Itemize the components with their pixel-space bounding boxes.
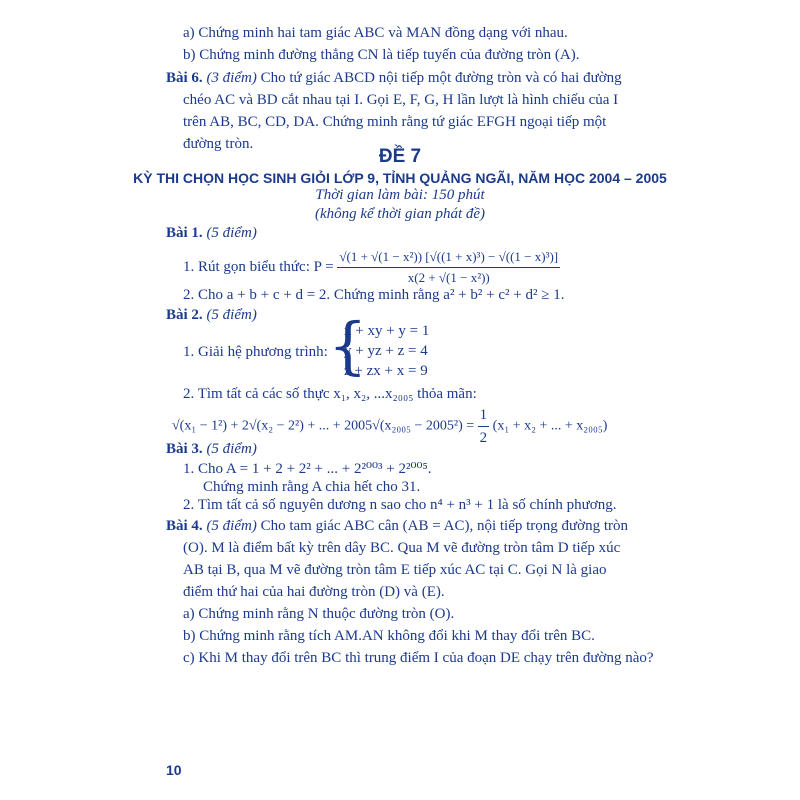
bai4-text-1: Cho tam giác ABC cân (AB = AC), nội tiếp trọng đường tròn <box>260 518 628 534</box>
bai4-part-b: b) Chứng minh rằng tích AM.AN không đổi khi M thay đổi trên BC. <box>183 628 595 644</box>
bai2-label: Bài 2. <box>166 307 203 323</box>
bai1-q2: 2. Cho a + b + c + d = 2. Chứng minh rằng a² + b² + c² + d² ≥ 1. <box>183 287 565 303</box>
prev-part-b: b) Chứng minh đường thẳng CN là tiếp tuyến của đường tròn (A). <box>183 47 580 63</box>
bai6-line3: trên AB, BC, CD, DA. Chứng minh rằng tứ giác EFGH ngoại tiếp một <box>183 114 607 130</box>
bai6-points: (3 điểm) <box>206 70 257 86</box>
bai1-q1-numerator: √(1 + √(1 − x²)) [√((1 + x)³) − √((1 − x)³)] <box>337 247 560 268</box>
bai4-part-c: c) Khi M thay đổi trên BC thì trung điểm I của đoạn DE chạy trên đường nào? <box>183 650 654 666</box>
bai4-line1 <box>166 517 628 535</box>
exam-number-title: ĐỀ 7 <box>378 146 422 167</box>
bai4-line2: (O). M là điểm bất kỳ trên dây BC. Qua M vẽ đường tròn tâm D tiếp xúc <box>183 540 621 556</box>
bai3-q2: 2. Tìm tất cả số nguyên dương n sao cho n⁴ + n³ + 1 là số chính phương. <box>183 497 617 513</box>
half-denominator: 2 <box>479 430 488 446</box>
bai2-q1-text: 1. Giải hệ phương trình: <box>183 344 328 360</box>
bai2-heading <box>166 306 257 324</box>
bai4-points: (5 điểm) <box>206 518 257 534</box>
bai6-line2: chéo AC và BD cắt nhau tại I. Gọi E, F, G, H lần lượt là hình chiếu của I <box>183 92 619 108</box>
bai4-label: Bài 4. <box>166 518 203 534</box>
prev-part-a: a) Chứng minh hai tam giác ABC và MAN đồng dạng với nhau. <box>183 25 568 41</box>
bai1-q1-text: 1. Rút gọn biểu thức: P = <box>183 258 334 275</box>
system-eq1: x + xy + y = 1 <box>344 323 430 339</box>
bai3-points: (5 điểm) <box>206 441 257 457</box>
exam-time-note: (không kể thời gian phát đề) <box>314 206 486 222</box>
half-numerator: 1 <box>478 404 490 427</box>
bai1-heading <box>166 224 257 242</box>
exam-heading: KỲ THI CHỌN HỌC SINH GIỎI LỚP 9, TỈNH QUẢNG NGÃI, NĂM HỌC 2004 – 2005 <box>133 170 667 186</box>
bai1-points: (5 điểm) <box>206 225 257 241</box>
bai1-label: Bài 1. <box>166 225 203 241</box>
bai3-label: Bài 3. <box>166 441 203 457</box>
bai6-line1 <box>166 69 622 87</box>
bai1-q1 <box>183 247 560 288</box>
bai2-q2-rhs: (x₁ + x₂ + ... + x₂₀₀₅) <box>492 418 608 434</box>
bai1-q1-fraction <box>337 247 560 288</box>
bai2-q2-text: 2. Tìm tất cả các số thực x₁, x₂, ...x₂₀₀₅ thỏa mãn: <box>183 386 477 402</box>
system-brace: { <box>328 309 368 382</box>
bai3-q1b: Chứng minh rằng A chia hết cho 31. <box>203 479 421 495</box>
system-eq2: y + yz + z = 4 <box>344 343 428 359</box>
bai2-points: (5 điểm) <box>206 307 257 323</box>
bai2-q2-lhs: √(x₁ − 1²) + 2√(x₂ − 2²) + ... + 2005√(x₂₀₀₅ − 2005²) = <box>172 418 475 434</box>
bai4-line4: điểm thứ hai của hai đường tròn (D) và (E). <box>183 584 445 600</box>
bai1-q1-denominator: x(2 + √(1 − x²)) <box>407 270 490 285</box>
bai3-heading <box>166 440 257 458</box>
one-half-fraction <box>478 404 490 449</box>
bai6-text-1: Cho tứ giác ABCD nội tiếp một đường tròn và có hai đường <box>260 70 622 86</box>
system-eq3: z + zx + x = 9 <box>344 363 428 379</box>
bai4-part-a: a) Chứng minh rằng N thuộc đường tròn (O). <box>183 606 455 622</box>
bai6-label: Bài 6. <box>166 70 203 86</box>
bai3-q1: 1. Cho A = 1 + 2 + 2² + ... + 2²⁰⁰³ + 2²⁰⁰⁵. <box>183 461 432 477</box>
page-number: 10 <box>166 762 182 778</box>
bai4-line3: AB tại B, qua M vẽ đường tròn tâm E tiếp xúc AC tại C. Gọi N là giao <box>183 562 607 578</box>
exam-time: Thời gian làm bài: 150 phút <box>315 187 485 203</box>
bai6-line4: đường tròn. <box>183 136 254 152</box>
